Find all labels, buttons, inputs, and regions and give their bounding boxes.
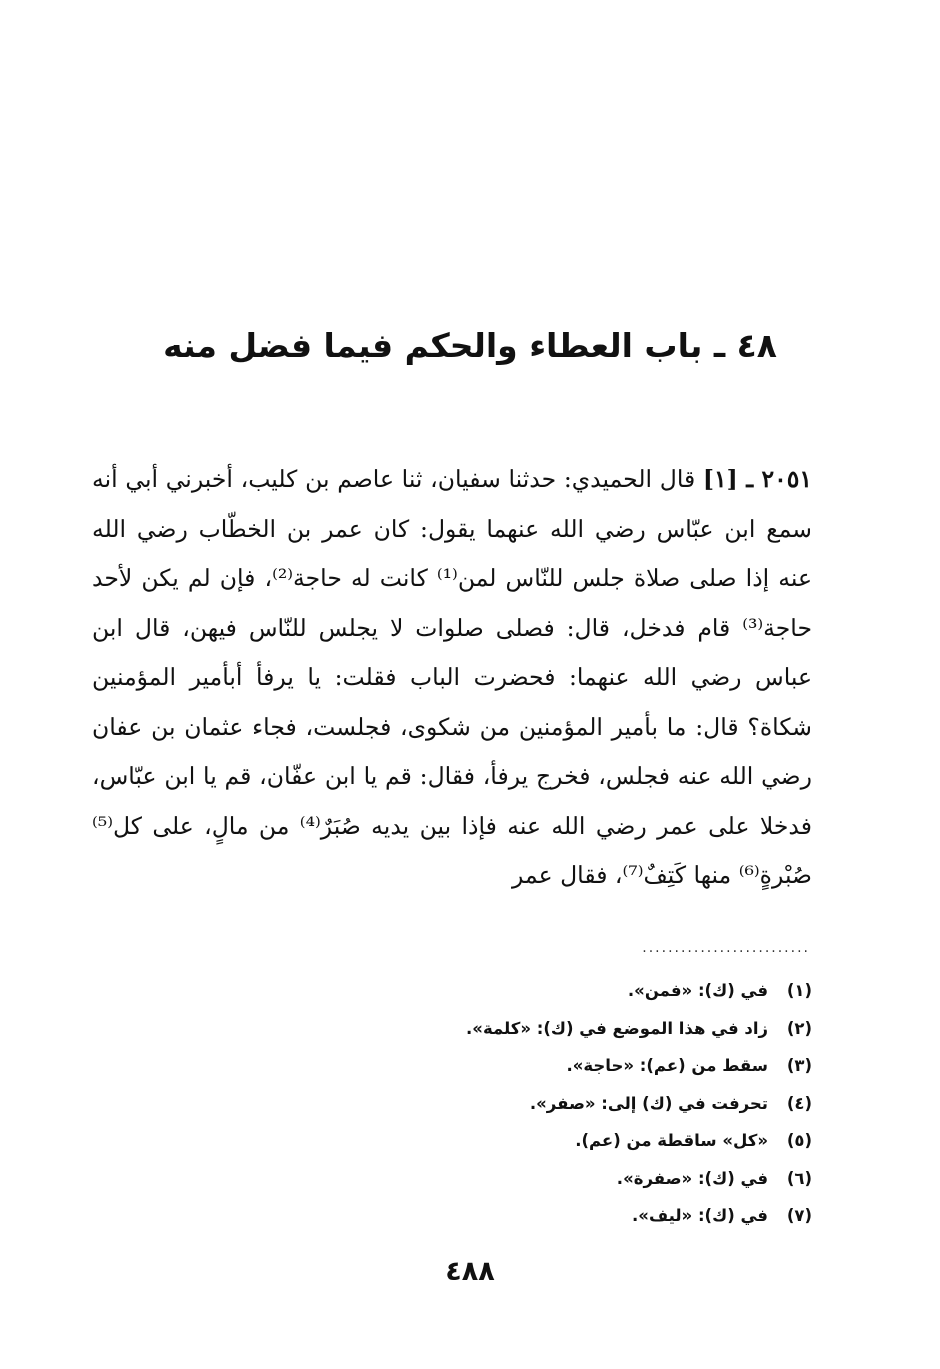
footnote-item: [192, 1085, 812, 1123]
footnote-item: [192, 1160, 812, 1198]
footnote-text: في (ك): «صفرة».: [616, 1168, 768, 1188]
footnote-text: في (ك): «فمن».: [627, 981, 768, 1000]
footnote-separator: ..........................: [642, 940, 810, 956]
footnote-item: [192, 1010, 812, 1048]
footnote-text: زاد في هذا الموضع في (ك): «كلمة».: [466, 1018, 768, 1038]
chapter-title: ٤٨ ـ باب العطاء والحكم فيما فضل منه: [163, 326, 777, 365]
footnotes-list: [192, 972, 812, 1235]
footnote-number: (١): [786, 981, 812, 1000]
footnote-number: (٧): [786, 1206, 812, 1225]
footnote-text: «كل» ساقطة من (عم).: [575, 1131, 768, 1150]
footnote-text: تحرفت في (ك) إلى: «صفر».: [529, 1093, 768, 1113]
footnote-number: (٢): [786, 1018, 812, 1038]
footnote-item: [192, 1197, 812, 1235]
hadith-text: قال الحميدي: حدثنا سفيان، ثنا عاصم بن كليب، أخبرني أبي أنه سمع ابن عبّاس رضي الله عنهما يقول: كان عمر بن الخطّاب رضي الله عنه إذا صلى صلاة جلس للنّاس لمن⁽¹⁾ كانت له حاجة⁽²⁾، فإن لم يكن لأحد حاجة⁽³⁾ قام فدخل، قال: فصلى صلوات لا يجلس للنّاس فيهن، قال ابن عباس رضي الله عنهما: فحضرت الباب فقلت: يا يرفأ أبأمير المؤمنين شكاة؟ قال: ما بأمير المؤمنين من شكوى، فجلست، فجاء عثمان بن عفان رضي الله عنه فجلس، فخرج يرفأ، فقال: قم يا ابن عفّان، قم يا ابن عبّاس، فدخلا على عمر رضي الله عنه فإذا بين يديه صُبَرٌ⁽⁴⁾ من مالٍ، على كل⁽⁵⁾ صُبْرةٍ⁽⁶⁾ منها كَتِفٌ⁽⁷⁾، فقال عمر: [92, 465, 812, 889]
footnote-number: (٥): [786, 1131, 812, 1150]
footnote-item: [192, 1122, 812, 1160]
footnote-number: (٤): [786, 1093, 812, 1113]
page-number: ٤٨٨: [445, 1256, 495, 1287]
footnote-text: في (ك): «ليف».: [632, 1206, 768, 1225]
footnote-number: (٣): [786, 1056, 812, 1075]
footnote-number: (٦): [786, 1168, 812, 1188]
hadith-number: ٢٠٥١ ـ [١]: [702, 465, 812, 493]
footnote-item: [192, 1047, 812, 1085]
footnote-text: سقط من (عم): «حاجة».: [566, 1056, 768, 1075]
footnote-item: [192, 972, 812, 1010]
hadith-paragraph: [92, 455, 812, 901]
